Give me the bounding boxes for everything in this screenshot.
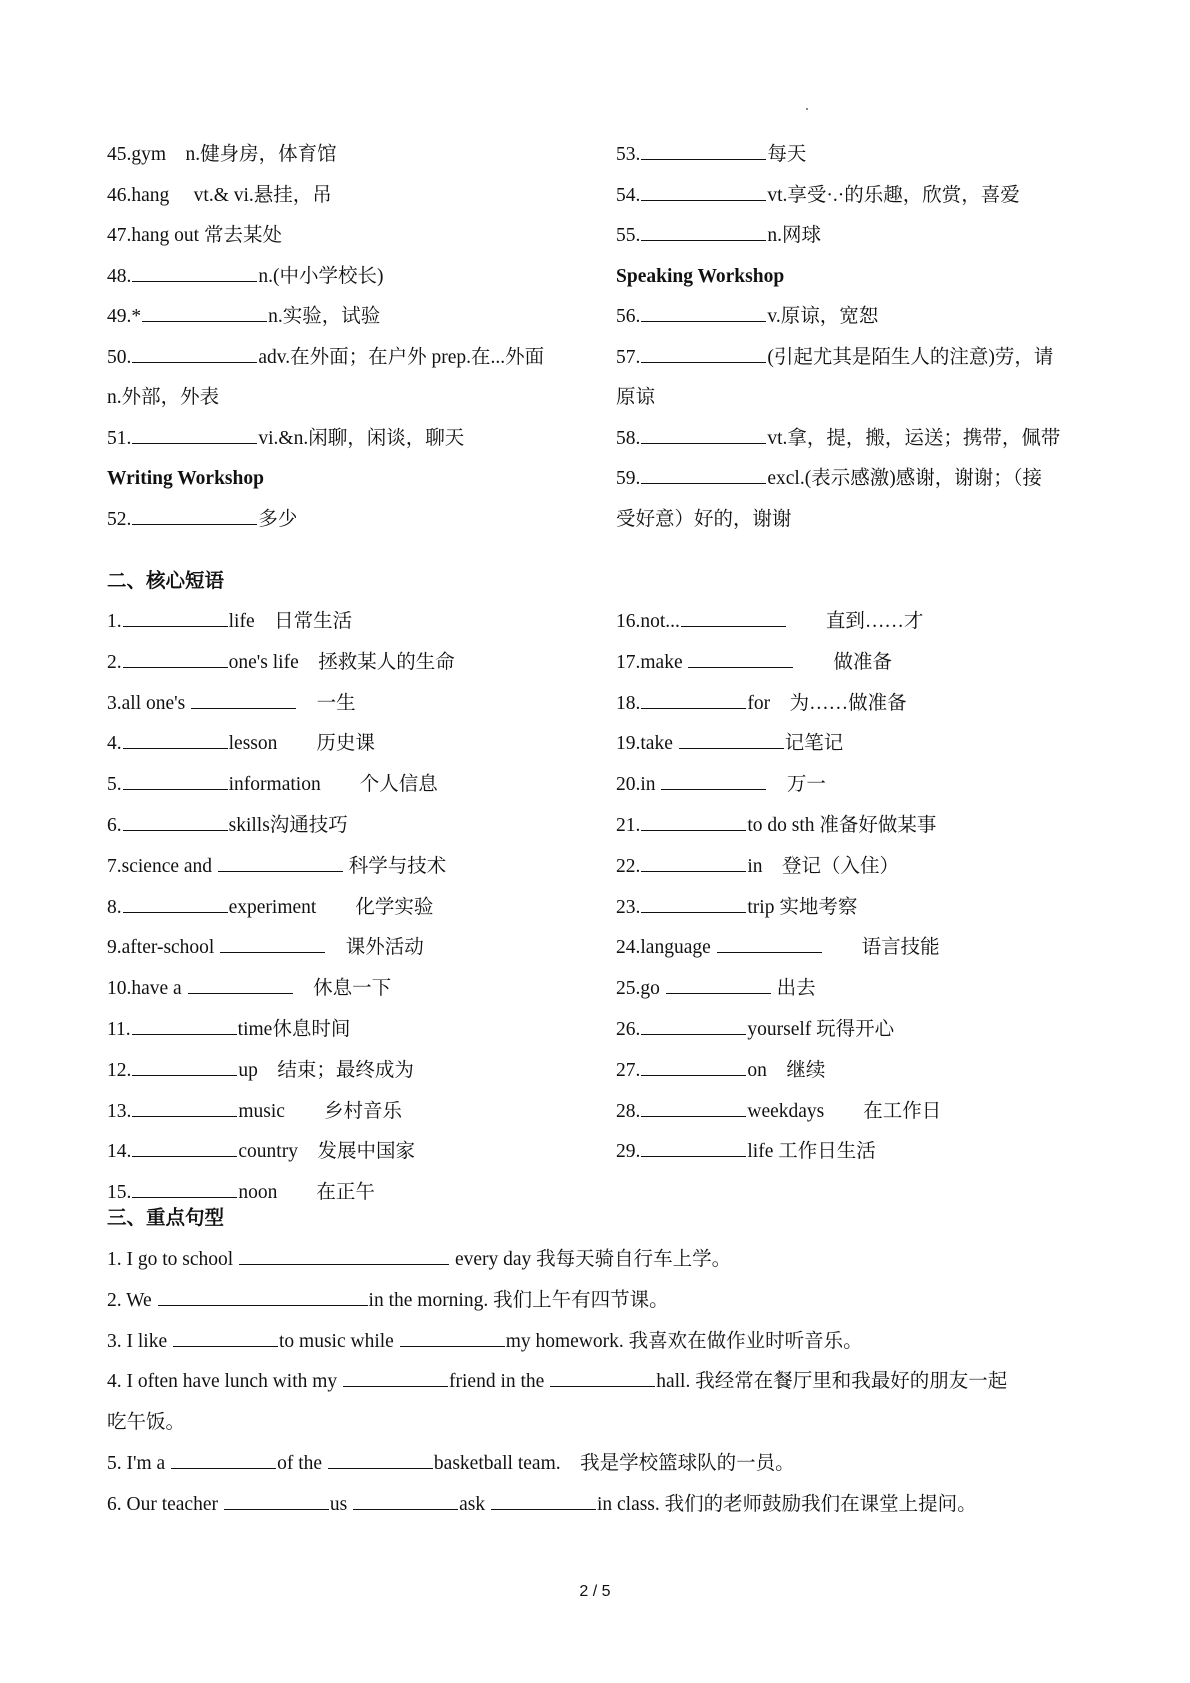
vocab-right-item-text-before: 原谅 — [616, 387, 656, 408]
phrase-left-item-number: 7. — [107, 855, 122, 877]
vocab-right-item-text-after: (引起尤其是陌生人的注意)劳，请 — [767, 346, 1054, 368]
vocab-right-column — [616, 135, 1060, 540]
phrase-left-item-number: 11. — [107, 1018, 131, 1040]
vocab-right-item-text-after: n.网球 — [767, 225, 822, 246]
vocab-right-item-blank — [641, 361, 766, 363]
phrase-right-item-row — [616, 602, 941, 643]
sentence-text: 1. I go to school — [107, 1249, 239, 1270]
phrase-left-item-text-after: 一生 — [297, 692, 356, 714]
phrase-left-item-blank — [123, 747, 228, 749]
phrase-left-item-number: 5. — [107, 774, 122, 796]
phrase-right-item-row — [616, 969, 941, 1010]
vocab-left-item-text-after: adv.在外面；在户外 prep.在...外面 — [258, 346, 545, 368]
vocab-right-item-number: 55. — [616, 225, 641, 246]
sentence-row — [107, 1443, 795, 1484]
phrase-left-item-row — [107, 724, 455, 765]
phrase-left-item-text-after: country 发展中国家 — [238, 1141, 415, 1163]
vocab-right-item-text-after: vt.享受·.·的乐趣，欣赏，喜爱 — [767, 184, 1020, 206]
phrase-right-item-number: 17. — [616, 651, 641, 673]
sentence-blank — [550, 1385, 655, 1387]
vocab-left-item-text-before: hang — [131, 184, 170, 206]
phrase-left-item-text-before: have a — [131, 978, 187, 1000]
vocab-right-item-blank — [641, 158, 766, 160]
phrases-right-column — [616, 602, 941, 1173]
vocab-right-item-row — [616, 176, 1060, 217]
phrase-right-item-row — [616, 1051, 941, 1092]
phrase-left-item-text-before: science and — [121, 855, 217, 877]
sentence-text: 3. I like — [107, 1330, 172, 1352]
vocab-left-item-text-after: n.健身房，体育馆 — [166, 144, 337, 165]
phrase-right-item-number: 25. — [616, 978, 641, 1000]
sentence-text: ask — [459, 1493, 490, 1515]
phrase-right-item-text-after: 出去 — [771, 978, 816, 1000]
sentence-blank — [343, 1385, 448, 1387]
phrase-left-item-number: 14. — [107, 1141, 132, 1163]
phrase-left-item-number: 2. — [107, 651, 122, 673]
phrase-right-item-number: 21. — [616, 814, 641, 836]
phrase-left-item-number: 3. — [107, 692, 122, 714]
vocab-left-item-blank — [142, 320, 267, 322]
phrase-left-item-blank — [123, 829, 228, 831]
phrase-right-item-number: 29. — [616, 1141, 641, 1163]
phrase-right-item-blank — [661, 788, 766, 790]
vocab-right-item-row — [616, 500, 1060, 541]
phrase-right-item-number: 23. — [616, 896, 641, 918]
vocab-left-item-row — [107, 378, 544, 419]
phrase-right-item-blank — [641, 1115, 746, 1117]
sentence-text: in class. 我们的老师鼓励我们在课堂上提问。 — [596, 1493, 977, 1515]
phrase-right-item-blank — [641, 1155, 746, 1157]
phrase-left-item-blank — [132, 1115, 237, 1117]
phrase-right-item-row — [616, 928, 941, 969]
stray-dot — [806, 108, 808, 110]
vocab-left-item-row — [107, 176, 544, 217]
phrase-left-item-number: 8. — [107, 896, 122, 918]
sentence-text: 5. I'm a — [107, 1453, 171, 1474]
phrase-left-item-text-after: up 结束；最终成为 — [238, 1059, 414, 1081]
phrase-right-item-number: 16. — [616, 611, 641, 632]
vocab-right-item-number: 54. — [616, 184, 641, 206]
phrase-right-item-text-before: in — [640, 774, 661, 796]
vocab-left-item-number: 51. — [107, 427, 132, 449]
vocab-right-item-row — [616, 459, 1060, 500]
vocab-left-item-row — [107, 459, 544, 500]
phrase-left-item-text-after: one's life 拯救某人的生命 — [228, 651, 455, 673]
page-number: 2 / 5 — [579, 1583, 611, 1600]
phrase-right-item-row — [616, 1010, 941, 1051]
sentence-row — [107, 1402, 185, 1443]
phrase-left-item-number: 9. — [107, 937, 122, 959]
phrase-right-item-blank — [641, 707, 746, 709]
vocab-left-item-row — [107, 419, 544, 460]
phrase-left-item-row — [107, 888, 455, 929]
vocab-left-item-row — [107, 257, 544, 298]
vocab-left-item-text-after: 多少 — [258, 508, 298, 530]
phrase-right-item-number: 27. — [616, 1059, 641, 1081]
vocab-left-column — [107, 135, 544, 540]
phrase-right-item-row — [616, 806, 941, 847]
sentence-text: 6. Our teacher — [107, 1493, 223, 1515]
vocab-left-item-text-before: n.外部，外表 — [107, 387, 220, 408]
phrase-right-item-row — [616, 643, 941, 684]
phrase-right-item-number: 19. — [616, 733, 641, 755]
vocab-right-item-text-after: v.原谅，宽恕 — [767, 306, 879, 327]
phrase-left-item-text-after: information 个人信息 — [228, 774, 438, 796]
phrase-right-item-row — [616, 724, 941, 765]
sentence-text: basketball team. 我是学校篮球队的一员。 — [433, 1453, 795, 1474]
vocab-left-item-number: 49.* — [107, 306, 142, 327]
vocab-right-item-row — [616, 297, 1060, 338]
phrase-right-item-number: 20. — [616, 774, 641, 796]
phrase-right-item-text-before: go — [640, 978, 665, 1000]
phrase-left-item-text-after: 休息一下 — [293, 978, 392, 1000]
phrase-left-item-blank — [220, 951, 325, 953]
vocab-left-item-number: 50. — [107, 346, 132, 368]
vocab-left-item-row — [107, 338, 544, 379]
vocab-right-item-subheading: Speaking Workshop — [616, 265, 785, 287]
phrase-left-item-text-before: all one's — [121, 692, 191, 714]
vocab-right-item-number: 57. — [616, 346, 641, 368]
vocab-left-item-text-before: gym — [131, 144, 167, 165]
vocab-left-item-number: 46. — [107, 184, 132, 206]
phrase-right-item-text-before: language — [640, 937, 716, 959]
phrase-left-item-blank — [123, 911, 228, 913]
phrase-right-item-blank — [681, 625, 786, 627]
phrase-left-item-row — [107, 765, 455, 806]
phrase-right-item-text-after: to do sth 准备好做某事 — [747, 814, 937, 836]
vocab-left-item-number: 47. — [107, 225, 132, 246]
vocab-left-item-number: 48. — [107, 265, 132, 287]
vocab-left-item-blank — [132, 280, 257, 282]
vocab-right-item-row — [616, 135, 1060, 176]
phrase-left-item-row — [107, 1010, 455, 1051]
phrase-right-item-text-after: 语言技能 — [822, 937, 940, 959]
vocab-right-item-blank — [641, 239, 766, 241]
section2-title: 二、核心短语 — [107, 571, 225, 592]
sentence-blank — [491, 1508, 596, 1510]
phrase-left-item-text-after: time休息时间 — [237, 1018, 351, 1040]
sentence-text: 2. We — [107, 1289, 157, 1311]
phrase-right-item-number: 24. — [616, 937, 641, 959]
phrase-left-item-row — [107, 1051, 455, 1092]
phrase-right-item-number: 26. — [616, 1018, 641, 1040]
phrase-right-item-text-after: 记笔记 — [784, 733, 844, 755]
phrase-left-item-number: 15. — [107, 1182, 132, 1204]
phrase-left-item-row — [107, 602, 455, 643]
phrase-left-item-row — [107, 928, 455, 969]
phrase-left-item-blank — [191, 707, 296, 709]
vocab-left-item-row — [107, 297, 544, 338]
phrase-left-item-row — [107, 969, 455, 1010]
sentence-blank — [224, 1508, 329, 1510]
phrase-left-item-blank — [132, 1033, 237, 1035]
phrase-right-item-blank — [717, 951, 822, 953]
phrase-left-item-row — [107, 1092, 455, 1133]
phrase-right-item-text-after: weekdays 在工作日 — [747, 1100, 942, 1122]
vocab-right-item-text-after: 每天 — [767, 144, 807, 165]
phrase-right-item-text-after: on 继续 — [747, 1059, 826, 1081]
phrase-right-item-row — [616, 684, 941, 725]
vocab-right-item-number: 58. — [616, 427, 641, 449]
sentence-row — [107, 1280, 669, 1321]
phrase-right-item-row — [616, 847, 941, 888]
phrase-left-item-blank — [188, 992, 293, 994]
phrase-right-item-text-before: not... — [640, 611, 680, 632]
vocab-left-item-number: 45. — [107, 144, 132, 165]
phrase-left-item-text-before: after-school — [121, 937, 220, 959]
sentence-text: to music while — [278, 1330, 399, 1352]
phrase-right-item-text-before: take — [640, 733, 678, 755]
sentence-text: us — [329, 1493, 353, 1515]
phrase-left-item-blank — [123, 625, 228, 627]
sentence-text: my homework. 我喜欢在做作业时听音乐。 — [505, 1330, 863, 1352]
sentence-row — [107, 1484, 977, 1525]
phrase-left-item-number: 1. — [107, 611, 122, 632]
sentence-blank — [173, 1345, 278, 1347]
sentence-text: in the morning. 我们上午有四节课。 — [368, 1289, 669, 1311]
phrase-left-item-text-after: 课外活动 — [326, 937, 424, 959]
phrase-left-item-row — [107, 847, 455, 888]
vocab-right-item-blank — [641, 199, 766, 201]
sentence-text: of the — [277, 1453, 327, 1474]
phrase-left-item-text-after: lesson 历史课 — [228, 733, 375, 755]
phrase-left-item-text-after: music 乡村音乐 — [238, 1100, 402, 1122]
phrase-left-item-number: 6. — [107, 814, 122, 836]
phrase-right-item-blank — [679, 747, 784, 749]
vocab-left-item-row — [107, 500, 544, 541]
section3-title: 三、重点句型 — [107, 1208, 225, 1229]
sentence-text: hall. 我经常在餐厅里和我最好的朋友一起 — [656, 1371, 1008, 1393]
phrase-right-item-text-after: in 登记（入住） — [747, 855, 900, 877]
vocab-right-item-blank — [641, 442, 766, 444]
phrase-left-item-text-after: experiment 化学实验 — [228, 896, 434, 918]
vocab-right-item-number: 59. — [616, 468, 641, 489]
vocab-right-item-blank — [641, 320, 766, 322]
phrase-right-item-row — [616, 1092, 941, 1133]
vocab-right-item-number: 53. — [616, 144, 641, 165]
vocab-left-item-blank — [132, 442, 257, 444]
phrase-left-item-row — [107, 684, 455, 725]
vocab-left-item-text-after: 常去某处 — [199, 225, 282, 246]
vocab-left-item-text-after: n.实验，试验 — [268, 306, 381, 327]
phrase-left-item-number: 12. — [107, 1059, 132, 1081]
phrase-left-item-number: 10. — [107, 978, 132, 1000]
vocab-right-item-blank — [641, 482, 766, 484]
sentence-blank — [328, 1467, 433, 1469]
phrase-left-item-number: 4. — [107, 733, 122, 755]
phrase-right-item-blank — [641, 1033, 746, 1035]
vocab-right-item-text-after: vt.拿，提，搬，运送；携带，佩带 — [767, 427, 1061, 449]
vocab-left-item-text-after: vt.& vi.悬挂，吊 — [169, 184, 332, 206]
phrase-right-item-blank — [666, 992, 771, 994]
phrase-right-item-text-after: life 工作日生活 — [747, 1141, 876, 1163]
phrase-left-item-blank — [132, 1074, 237, 1076]
phrase-right-item-text-after: for 为……做准备 — [747, 692, 907, 714]
phrase-left-item-text-after: 科学与技术 — [343, 855, 447, 877]
vocab-right-item-row — [616, 216, 1060, 257]
sentence-blank — [171, 1467, 276, 1469]
sentence-blank — [353, 1508, 458, 1510]
phrase-left-item-row — [107, 643, 455, 684]
phrase-right-item-number: 28. — [616, 1100, 641, 1122]
phrase-right-item-row — [616, 888, 941, 929]
phrase-right-item-text-before: make — [640, 651, 688, 673]
phrase-right-item-blank — [641, 1074, 746, 1076]
vocab-right-item-row — [616, 338, 1060, 379]
sentence-row — [107, 1361, 1007, 1402]
phrase-right-item-blank — [688, 666, 793, 668]
phrase-right-item-text-after: yourself 玩得开心 — [747, 1018, 895, 1040]
phrase-left-item-row — [107, 806, 455, 847]
phrase-right-item-text-after: 直到……才 — [786, 611, 924, 632]
phrase-left-item-row — [107, 1132, 455, 1173]
phrase-right-item-blank — [641, 870, 746, 872]
phrase-right-item-blank — [641, 829, 746, 831]
vocab-left-item-text-after: n.(中小学校长) — [258, 265, 384, 287]
vocab-left-item-blank — [132, 361, 257, 363]
phrase-right-item-row — [616, 765, 941, 806]
sentence-blank — [400, 1345, 505, 1347]
sentence-text: friend in the — [449, 1371, 550, 1393]
vocab-right-item-text-after: excl.(表示感激)感谢，谢谢；（接 — [767, 468, 1042, 489]
phrase-left-item-blank — [123, 788, 228, 790]
phrases-left-column — [107, 602, 455, 1214]
phrase-left-item-number: 13. — [107, 1100, 132, 1122]
phrase-right-item-number: 18. — [616, 692, 641, 714]
sentence-row — [107, 1239, 731, 1280]
vocab-left-item-row — [107, 135, 544, 176]
phrase-left-item-blank — [132, 1155, 237, 1157]
phrase-right-item-text-after: trip 实地考察 — [747, 896, 858, 918]
vocab-right-item-row — [616, 419, 1060, 460]
vocab-right-item-text-before: 受好意）好的，谢谢 — [616, 508, 792, 530]
vocab-right-item-number: 56. — [616, 306, 641, 327]
phrase-right-item-row — [616, 1132, 941, 1173]
phrase-left-item-text-after: life 日常生活 — [228, 611, 353, 632]
vocab-left-item-row — [107, 216, 544, 257]
vocab-left-item-subheading: Writing Workshop — [107, 468, 264, 489]
phrase-left-item-blank — [123, 666, 228, 668]
vocab-right-item-row — [616, 257, 1060, 298]
vocab-left-item-blank — [132, 523, 257, 525]
vocab-left-item-text-after: vi.&n.闲聊，闲谈，聊天 — [258, 427, 465, 449]
vocab-left-item-number: 52. — [107, 508, 132, 530]
phrase-left-item-blank — [218, 870, 343, 872]
sentence-blank — [239, 1263, 449, 1265]
phrase-left-item-text-after: skills沟通技巧 — [228, 814, 348, 836]
phrase-right-item-number: 22. — [616, 855, 641, 877]
phrase-right-item-text-after: 做准备 — [794, 651, 892, 673]
phrase-right-item-blank — [641, 911, 746, 913]
vocab-left-item-text-before: hang out — [131, 225, 200, 246]
sentence-text: 吃午饭。 — [107, 1412, 186, 1434]
sentence-blank — [158, 1304, 368, 1306]
phrase-right-item-text-after: 万一 — [767, 774, 826, 796]
sentence-row — [107, 1321, 863, 1362]
sentence-text: 4. I often have lunch with my — [107, 1371, 343, 1393]
vocab-right-item-row — [616, 378, 1060, 419]
sentence-text: every day 我每天骑自行车上学。 — [450, 1249, 732, 1270]
phrase-left-item-text-after: noon 在正午 — [238, 1182, 375, 1204]
